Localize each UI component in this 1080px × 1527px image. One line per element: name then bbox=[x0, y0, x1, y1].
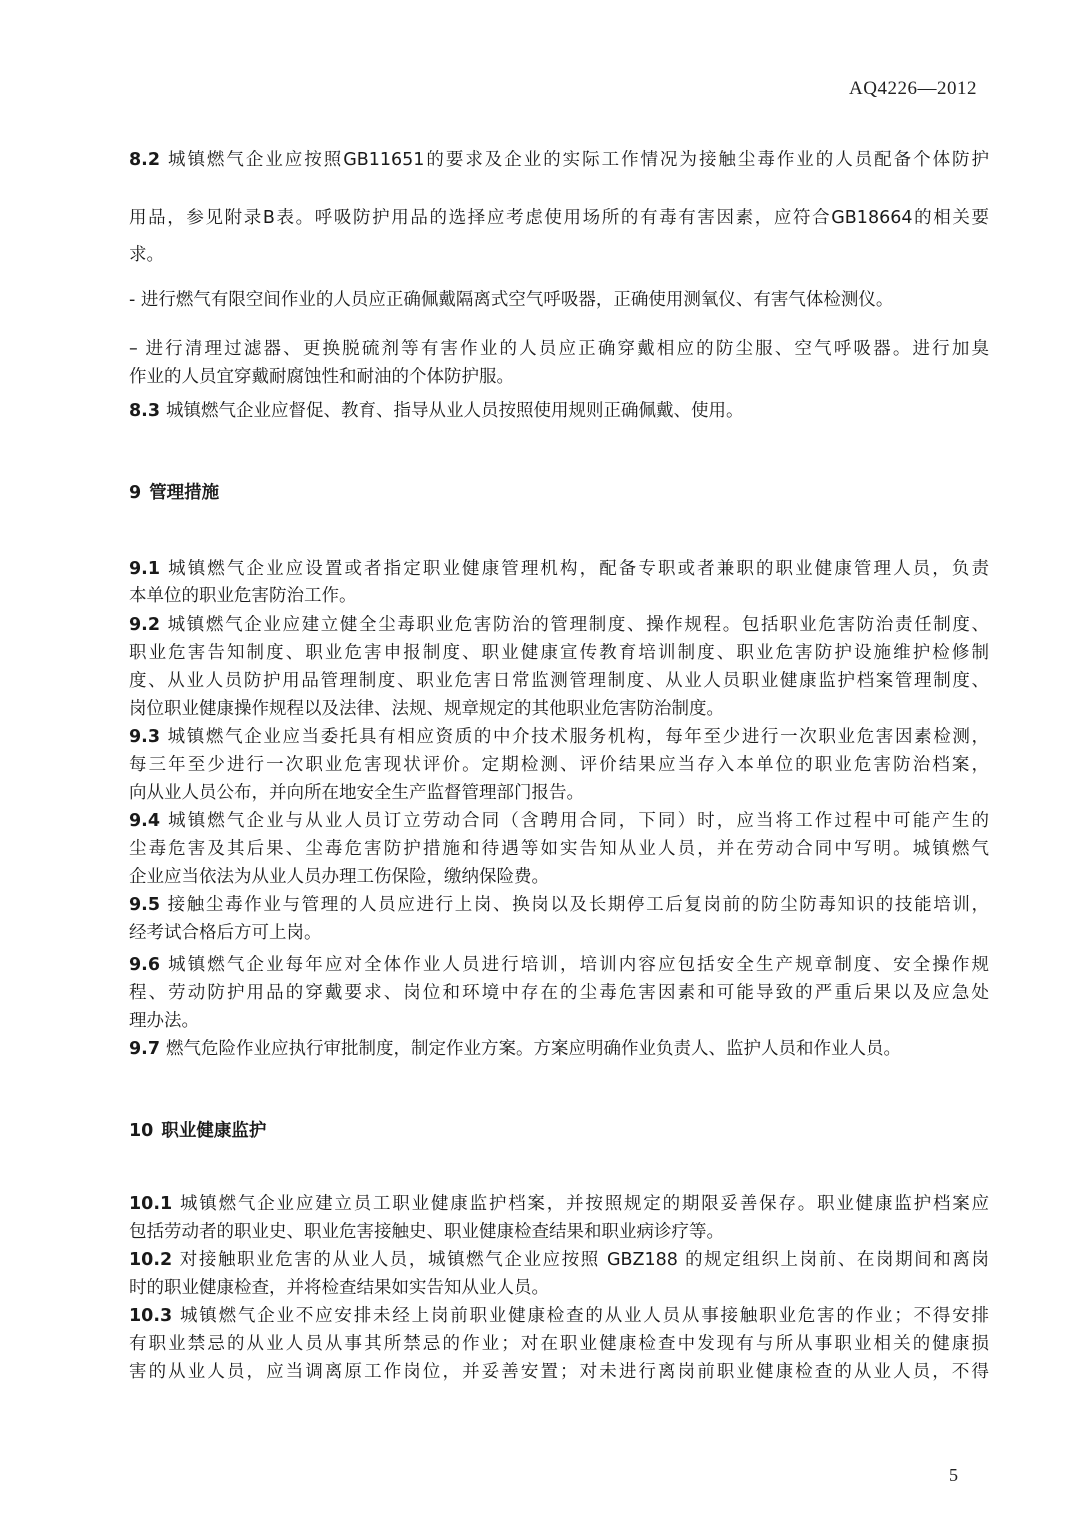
line-text: 城镇燃气企业应按照GB11651的要求及企业的实际工作情况为接触尘毒作业的人员配备个体防护 bbox=[166, 150, 989, 170]
paragraph-9-4-line-1 bbox=[129, 808, 989, 834]
clause-number: 9.7 bbox=[129, 1039, 161, 1059]
line-text: 燃气危险作业应执行审批制度，制定作业方案。方案应明确作业负责人、监护人员和作业人员。 bbox=[166, 1039, 902, 1059]
line-text: 接触尘毒作业与管理的人员应进行上岗、换岗以及长期停工后复岗前的防尘防毒知识的技能培训， bbox=[166, 895, 989, 915]
paragraph-9-7 bbox=[129, 1036, 989, 1062]
bullet-confined-space: - 进行燃气有限空间作业的人员应正确佩戴隔离式空气呼吸器，正确使用测氧仪、有害气体检测仪。 bbox=[129, 290, 894, 310]
paragraph-9-2-line-1 bbox=[129, 612, 989, 638]
clause-number: 9.1 bbox=[129, 559, 161, 579]
paragraph-9-3-line-3: 向从业人员公布，并向所在地安全生产监督管理部门报告。 bbox=[129, 783, 584, 803]
standard-code: AQ4226—2012 bbox=[849, 78, 977, 99]
clause-number: 8.2 bbox=[129, 150, 161, 170]
line-text: 城镇燃气企业应建立员工职业健康监护档案，并按照规定的期限妥善保存。职业健康监护档案应 bbox=[178, 1194, 989, 1214]
line-text: 城镇燃气企业不应安排未经上岗前职业健康检查的从业人员从事接触职业危害的作业；不得安排 bbox=[178, 1306, 989, 1326]
section-title: 管理措施 bbox=[149, 483, 220, 503]
clause-number: 8.3 bbox=[129, 401, 161, 421]
paragraph-9-5-line-2: 经考试合格后方可上岗。 bbox=[129, 923, 322, 943]
clause-number: 9.5 bbox=[129, 895, 161, 915]
paragraph-9-1-line-1 bbox=[129, 556, 989, 582]
paragraph-10-1-line-1 bbox=[129, 1191, 989, 1217]
line-text: 对接触职业危害的从业人员，城镇燃气企业应按照 GBZ188 的规定组织上岗前、在岗期间和离岗 bbox=[178, 1250, 989, 1270]
paragraph-9-5-line-1 bbox=[129, 892, 989, 918]
paragraph-10-3-line-3: 害的从业人员，应当调离原工作岗位，并妥善安置；对未进行离岗前职业健康检查的从业人员，不得 bbox=[129, 1362, 989, 1382]
line-text: 城镇燃气企业与从业人员订立劳动合同（含聘用合同，下同）时，应当将工作过程中可能产生的 bbox=[166, 811, 989, 831]
clause-number: 10.1 bbox=[129, 1194, 173, 1214]
paragraph-8-3 bbox=[129, 398, 989, 424]
paragraph-10-2-line-1 bbox=[129, 1247, 989, 1273]
paragraph-8-2-line-2: 用品，参见附录B表。呼吸防护用品的选择应考虑使用场所的有毒有害因素，应符合GB18664的相关要 bbox=[129, 208, 989, 228]
paragraph-9-2-line-4: 岗位职业健康操作规程以及法律、法规、规章规定的其他职业危害防治制度。 bbox=[129, 699, 724, 719]
bullet-filter-cleaning-line-1: – 进行清理过滤器、更换脱硫剂等有害作业的人员应正确穿戴相应的防尘服、空气呼吸器。进行加臭 bbox=[129, 339, 989, 359]
clause-number: 9.4 bbox=[129, 811, 161, 831]
line-text: 城镇燃气企业应设置或者指定职业健康管理机构，配备专职或者兼职的职业健康管理人员，负责 bbox=[166, 559, 989, 579]
line-text: 城镇燃气企业应督促、教育、指导从业人员按照使用规则正确佩戴、使用。 bbox=[166, 401, 744, 421]
paragraph-9-6-line-3: 理办法。 bbox=[129, 1011, 199, 1031]
paragraph-9-2-line-3: 度、从业人员防护用品管理制度、职业危害日常监测管理制度、从业人员职业健康监护档案管理制度、 bbox=[129, 671, 989, 691]
paragraph-9-6-line-2: 程、劳动防护用品的穿戴要求、岗位和环境中存在的尘毒危害因素和可能导致的严重后果以及应急处 bbox=[129, 983, 989, 1003]
clause-number: 9.2 bbox=[129, 615, 161, 635]
paragraph-9-3-line-1 bbox=[129, 724, 989, 750]
paragraph-9-3-line-2: 每三年至少进行一次职业危害现状评价。定期检测、评价结果应当存入本单位的职业危害防治档案， bbox=[129, 755, 989, 775]
paragraph-9-4-line-3: 企业应当依法为从业人员办理工伤保险，缴纳保险费。 bbox=[129, 867, 549, 887]
paragraph-10-2-line-2: 时的职业健康检查，并将检查结果如实告知从业人员。 bbox=[129, 1278, 549, 1298]
paragraph-10-3-line-2: 有职业禁忌的从业人员从事其所禁忌的作业；对在职业健康检查中发现有与所从事职业相关的健康损 bbox=[129, 1334, 989, 1354]
line-text: 城镇燃气企业应当委托具有相应资质的中介技术服务机构，每年至少进行一次职业危害因素检测， bbox=[166, 727, 989, 747]
line-text: 城镇燃气企业应建立健全尘毒职业危害防治的管理制度、操作规程。包括职业危害防治责任制度、 bbox=[166, 615, 989, 635]
paragraph-8-2-line-3: 求。 bbox=[129, 245, 164, 265]
clause-number: 10.3 bbox=[129, 1306, 173, 1326]
section-9-heading bbox=[129, 479, 219, 504]
paragraph-9-1-line-2: 本单位的职业危害防治工作。 bbox=[129, 586, 357, 606]
paragraph-10-1-line-2: 包括劳动者的职业史、职业危害接触史、职业健康检查结果和职业病诊疗等。 bbox=[129, 1222, 724, 1242]
section-10-heading bbox=[129, 1117, 266, 1142]
page-number: 5 bbox=[949, 1465, 958, 1485]
line-text: 城镇燃气企业每年应对全体作业人员进行培训，培训内容应包括安全生产规章制度、安全操作规 bbox=[166, 955, 989, 975]
bullet-filter-cleaning-line-2: 作业的人员宜穿戴耐腐蚀性和耐油的个体防护服。 bbox=[129, 367, 514, 387]
section-number: 10 bbox=[129, 1121, 154, 1141]
clause-number: 9.3 bbox=[129, 727, 161, 747]
paragraph-9-4-line-2: 尘毒危害及其后果、尘毒危害防护措施和待遇等如实告知从业人员，并在劳动合同中写明。城镇燃气 bbox=[129, 839, 989, 859]
paragraph-9-2-line-2: 职业危害告知制度、职业危害申报制度、职业健康宣传教育培训制度、职业危害防护设施维护检修制 bbox=[129, 643, 989, 663]
clause-number: 9.6 bbox=[129, 955, 161, 975]
section-title: 职业健康监护 bbox=[161, 1121, 267, 1141]
paragraph-10-3-line-1 bbox=[129, 1303, 989, 1329]
section-number: 9 bbox=[129, 483, 142, 503]
paragraph-8-2-line-1 bbox=[129, 147, 989, 173]
clause-number: 10.2 bbox=[129, 1250, 173, 1270]
paragraph-9-6-line-1 bbox=[129, 952, 989, 978]
